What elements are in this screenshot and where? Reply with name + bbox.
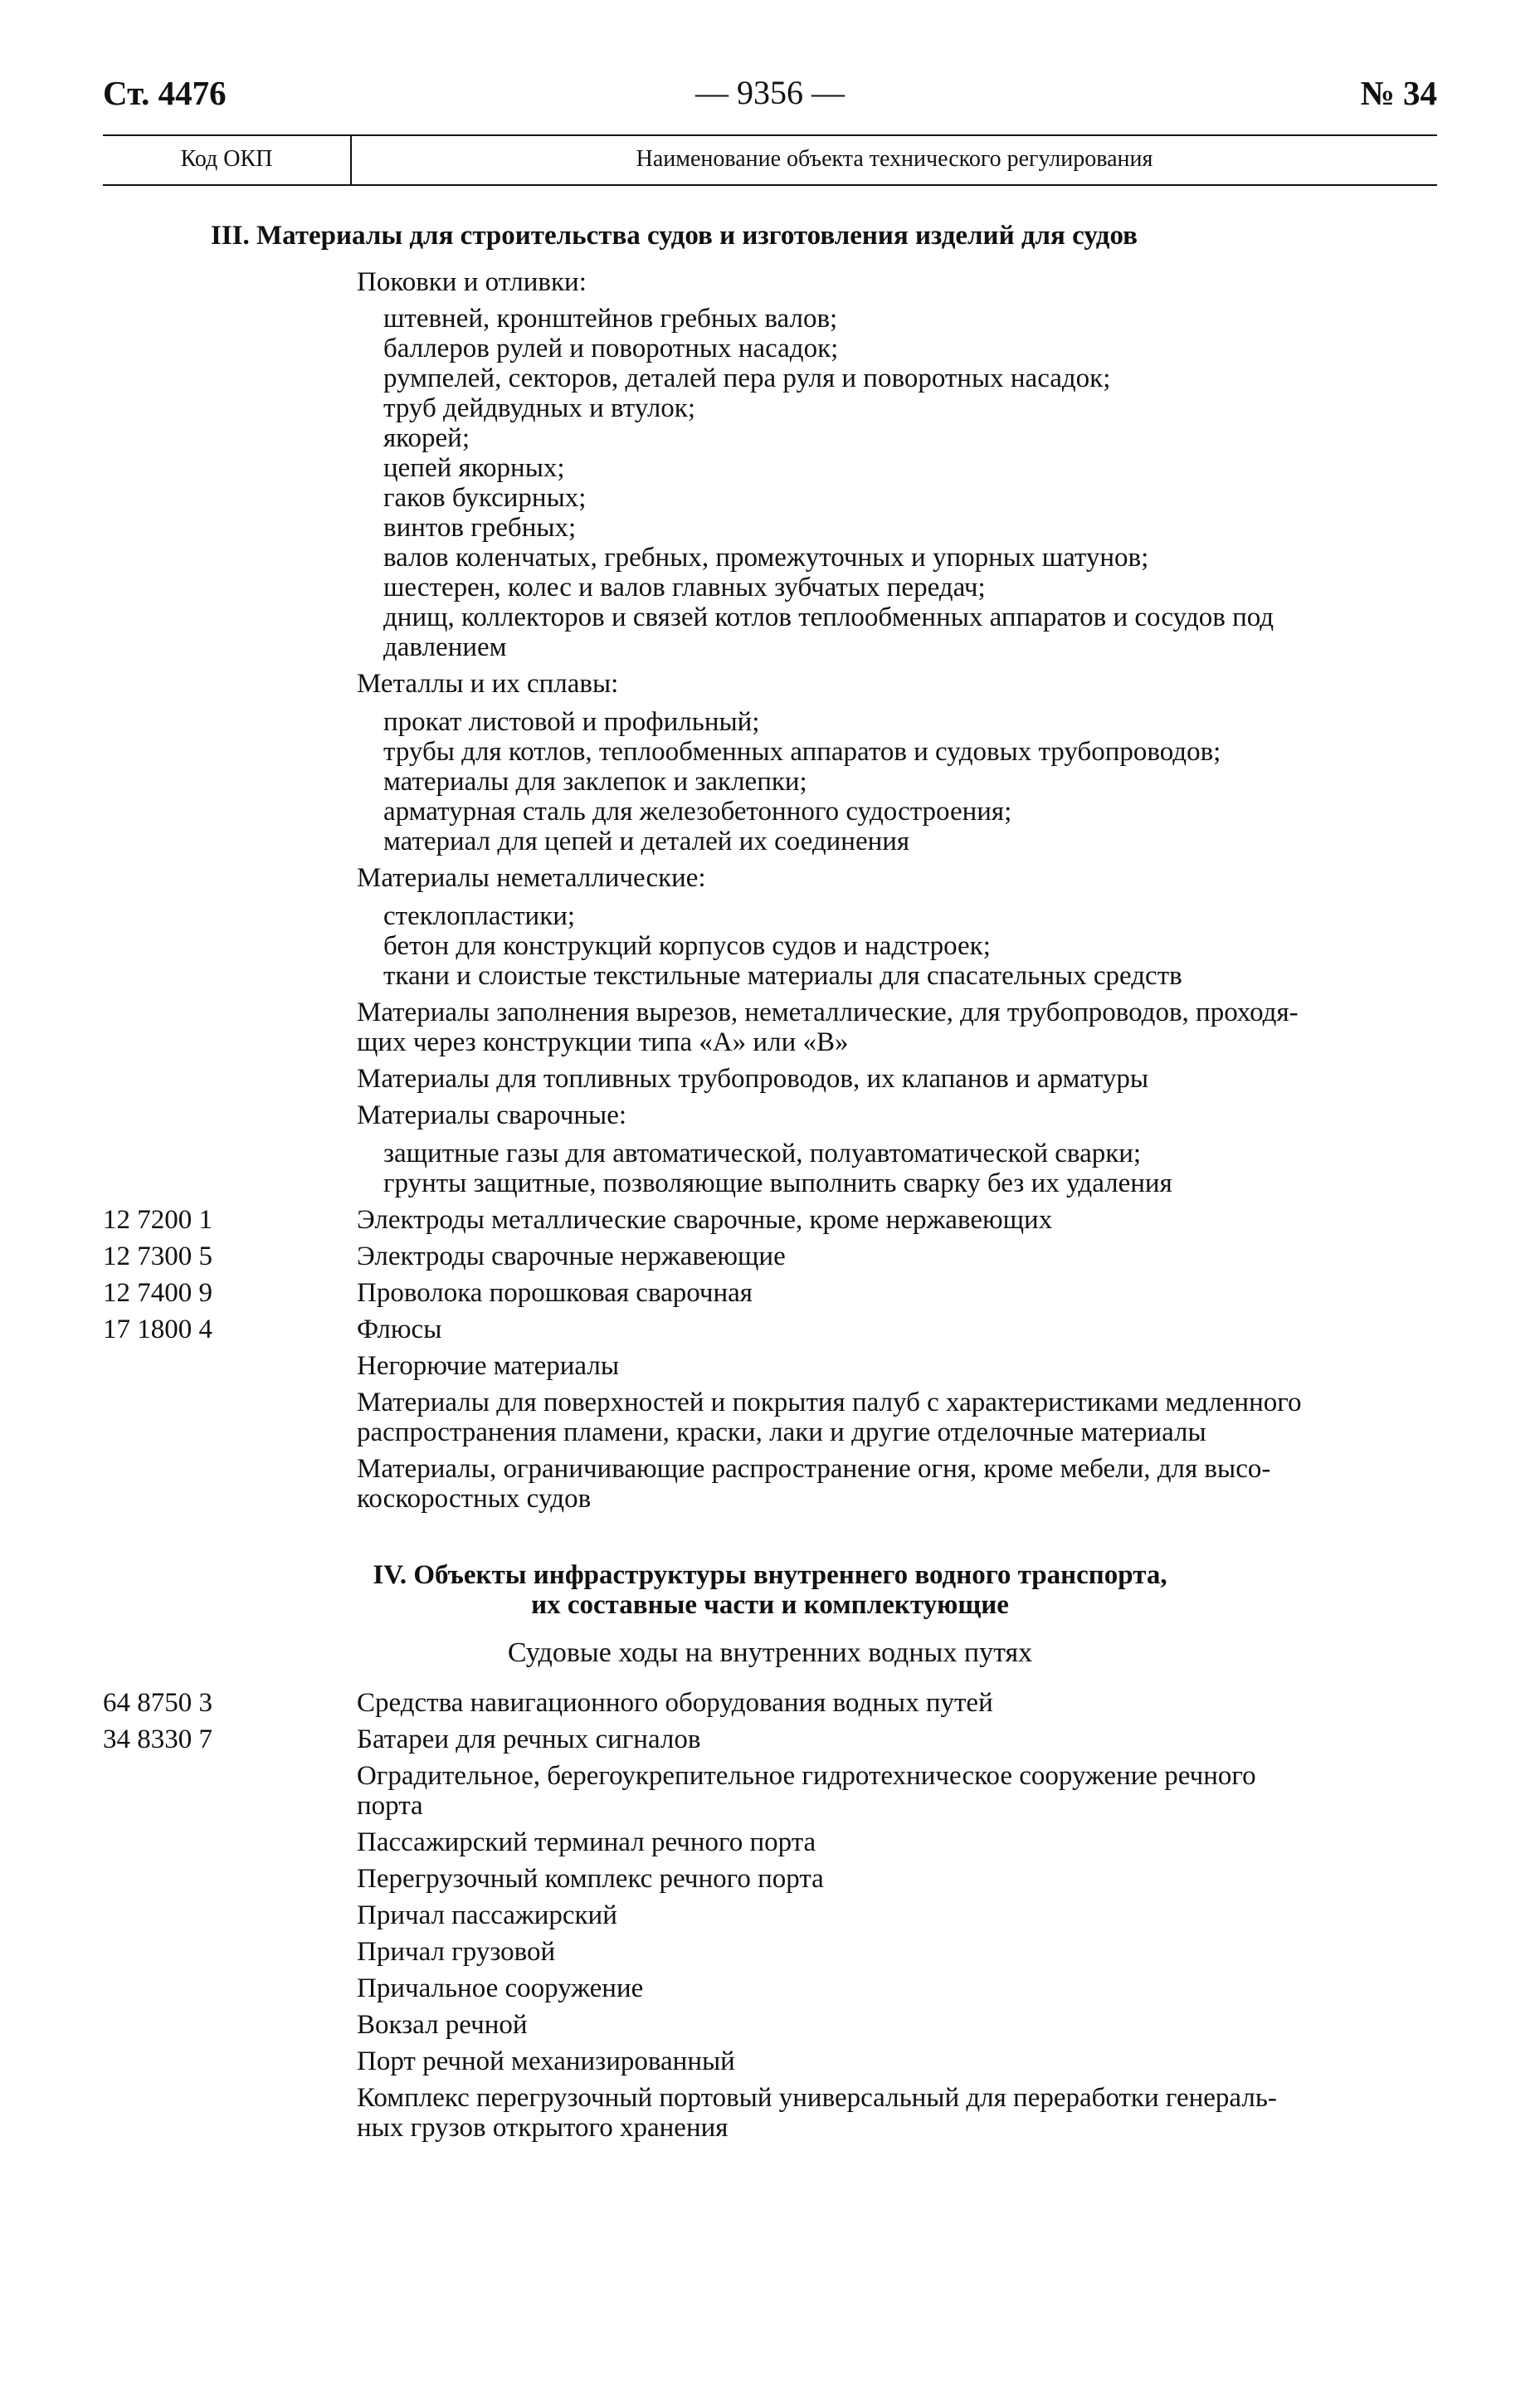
- list-item: материал для цепей и деталей их соединения: [383, 827, 910, 856]
- column-header: [103, 134, 1437, 186]
- list-item: Вокзал речной: [357, 2010, 528, 2040]
- list-item: ткани и слоистые текстильные материалы для спасательных средств: [383, 961, 1182, 991]
- cargo-complex: Комплекс перегрузочный портовый универсальный для переработки генераль- ных грузов открытого хранения: [357, 2083, 1277, 2143]
- spacer: [103, 1514, 1437, 1560]
- guard-structure: Оградительное, берегоукрепительное гидротехническое сооружение речного порта: [357, 1761, 1256, 1821]
- section-3-title: III. Материалы для строительства судов и изготовления изделий для судов: [211, 221, 1138, 251]
- noncombustible-materials: Негорючие материалы: [357, 1351, 619, 1381]
- object-name: Проволока порошковая сварочная: [357, 1278, 753, 1308]
- welding-list: [103, 1139, 1437, 1198]
- page-number: — 9356 —: [695, 74, 845, 111]
- okp-code: 12 7300 5: [103, 1241, 212, 1271]
- okp-code: 34 8330 7: [103, 1724, 212, 1754]
- article-number: Ст. 4476: [103, 74, 227, 112]
- list-item: арматурная сталь для железобетонного судостроения;: [383, 797, 1012, 827]
- table-row: [103, 1278, 1437, 1308]
- list-item: якорей;: [383, 423, 470, 453]
- surface-materials: Материалы для поверхностей и покрытия палуб с характеристиками медленного распространения пламени, краски, лаки и другие отделочные материалы: [357, 1388, 1302, 1447]
- list-item: Пассажирский терминал речного порта: [357, 1827, 816, 1857]
- table-row: [103, 1688, 1437, 1718]
- list-item: Причал пассажирский: [357, 1900, 617, 1930]
- list-item: материалы для заклепок и заклепки;: [383, 767, 807, 797]
- list-item: грунты защитные, позволяющие выполнить сварку без их удаления: [383, 1168, 1172, 1198]
- column-code-header: Код ОКП: [180, 146, 273, 172]
- fuel-materials: Материалы для топливных трубопроводов, их клапанов и арматуры: [357, 1064, 1149, 1094]
- object-name: Электроды металлические сварочные, кроме нержавеющих: [357, 1205, 1053, 1235]
- object-name: Батареи для речных сигналов: [357, 1724, 701, 1754]
- list-item: стеклопластики;: [383, 901, 576, 931]
- list-item: валов коленчатых, гребных, промежуточных и упорных шатунов;: [383, 543, 1149, 573]
- section-4-subtitle: Судовые ходы на внутренних водных путях: [507, 1637, 1033, 1668]
- object-name: Средства навигационного оборудования водных путей: [357, 1688, 993, 1718]
- okp-code: 64 8750 3: [103, 1688, 212, 1718]
- issue-number: № 34: [1360, 74, 1437, 112]
- list-item: Перегрузочный комплекс речного порта: [357, 1864, 824, 1894]
- fire-limiting-materials: Материалы, ограничивающие распространение огня, кроме мебели, для высо- коскоростных судов: [357, 1454, 1271, 1514]
- metals-list: [103, 707, 1437, 856]
- object-name: Электроды сварочные нержавеющие: [357, 1241, 786, 1271]
- list-item: штевней, кронштейнов гребных валов;: [383, 304, 838, 334]
- table-row: [103, 1241, 1437, 1271]
- welding-title: Материалы сварочные:: [357, 1100, 627, 1130]
- object-name: Флюсы: [357, 1315, 442, 1344]
- list-item: шестерен, колес и валов главных зубчатых передач;: [383, 573, 986, 602]
- list-item: защитные газы для автоматической, полуавтоматической сварки;: [383, 1139, 1142, 1168]
- list-item: труб дейдвудных и втулок;: [383, 393, 696, 423]
- document-page: [103, 0, 1437, 2400]
- column-name-header: Наименование объекта технического регулирования: [636, 146, 1153, 172]
- section-4-title-line-1: IV. Объекты инфраструктуры внутреннего водного транспорта,: [373, 1560, 1167, 1590]
- list-item: днищ, коллекторов и связей котлов теплообменных аппаратов и сосудов под: [383, 602, 1274, 632]
- table-row: [103, 1315, 1437, 1344]
- list-item: прокат листовой и профильный;: [383, 707, 760, 737]
- document-body: [103, 221, 1437, 2143]
- list-item: Причал грузовой: [357, 1937, 556, 1967]
- metals-title: Металлы и их сплавы:: [357, 669, 619, 699]
- list-item: давлением: [383, 632, 507, 662]
- fill-materials: Материалы заполнения вырезов, неметаллические, для трубопроводов, проходя- щих через конструкции типа «А» или «В»: [357, 998, 1299, 1057]
- page-header: [103, 73, 1437, 115]
- section-4-title-line-2: их составные части и комплектующие: [531, 1590, 1009, 1620]
- list-item: гаков буксирных;: [383, 483, 587, 513]
- list-item: Причальное сооружение: [357, 1973, 644, 2003]
- okp-code: 12 7400 9: [103, 1278, 212, 1308]
- list-item: винтов гребных;: [383, 513, 577, 543]
- okp-code: 17 1800 4: [103, 1315, 212, 1344]
- okp-code: 12 7200 1: [103, 1205, 212, 1235]
- list-item: Порт речной механизированный: [357, 2046, 735, 2076]
- nonmetal-title: Материалы неметаллические:: [357, 863, 706, 893]
- list-item: цепей якорных;: [383, 453, 565, 483]
- list-item: трубы для котлов, теплообменных аппаратов и судовых трубопроводов;: [383, 737, 1221, 767]
- forgings-title: Поковки и отливки:: [357, 267, 587, 297]
- forgings-list: [103, 304, 1437, 662]
- list-item: баллеров рулей и поворотных насадок;: [383, 334, 839, 363]
- list-item: румпелей, секторов, деталей пера руля и поворотных насадок;: [383, 363, 1111, 393]
- nonmetal-list: [103, 901, 1437, 991]
- table-row: [103, 1205, 1437, 1235]
- table-row: [103, 1724, 1437, 1754]
- list-item: бетон для конструкций корпусов судов и надстроек;: [383, 931, 991, 961]
